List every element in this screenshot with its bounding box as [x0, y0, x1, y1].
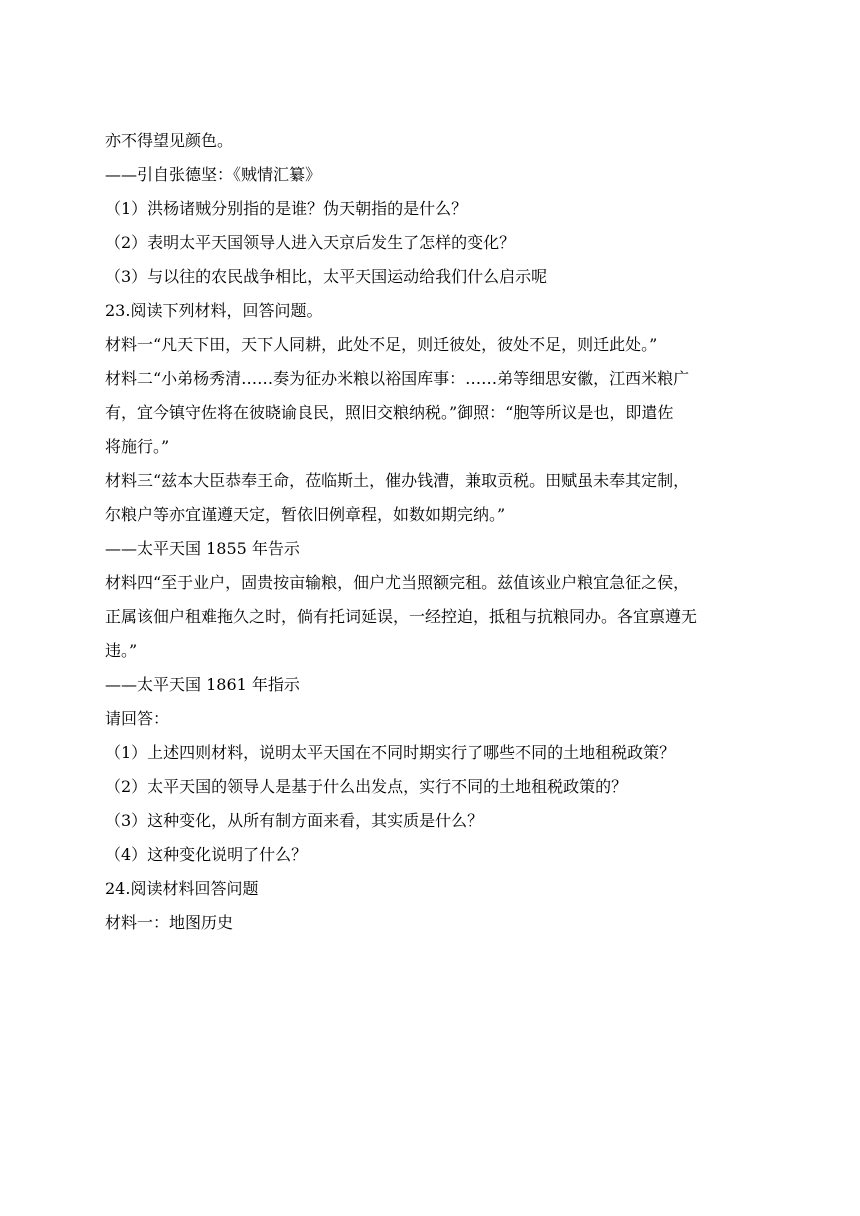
document-body	[105, 129, 765, 945]
question-line: （4）这种变化说明了什么？	[105, 845, 308, 864]
question-line: （1）洪杨诸贼分别指的是谁？伪天朝指的是什么？	[105, 199, 468, 218]
material-line: 尔粮户等亦宜谨遵天定，暂依旧例章程，如数如期完纳。”	[105, 505, 506, 524]
material-line: 有，宜今镇守佐将在彼晓谕良民，照旧交粮纳税。”御照：“胞等所议是也，即遣佐	[105, 403, 674, 422]
material-line: 材料一“凡天下田，天下人同耕，此处不足，则迁彼处，彼处不足，则迁此处。”	[105, 335, 658, 354]
material-line: 材料二“小弟杨秀清……奏为征办米粮以裕国库事：……弟等细思安徽，江西米粮广	[105, 369, 690, 388]
question-line: （3）与以往的农民战争相比，太平天国运动给我们什么启示呢	[105, 267, 548, 286]
text-line: 亦不得望见颜色。	[105, 131, 234, 150]
citation-line: ——引自张德坚：《贼情汇纂》	[105, 165, 322, 184]
question-line: （2）表明太平天国领导人进入天京后发生了怎样的变化？	[105, 233, 516, 252]
prompt-line: 请回答：	[105, 709, 170, 728]
citation-line: ——太平天国 1861 年指示	[105, 675, 300, 694]
material-line: 将施行。”	[105, 437, 170, 456]
material-line: 材料一：地图历史	[105, 913, 234, 932]
material-line: 材料三“兹本大臣恭奉王命，莅临斯土，催办钱漕，兼取贡税。田赋虽未奉其定制，	[105, 471, 690, 490]
question-line: （3）这种变化，从所有制方面来看，其实质是什么？	[105, 811, 484, 830]
section-heading: 23.阅读下列材料，回答问题。	[105, 301, 323, 320]
question-line: （1）上述四则材料，说明太平天国在不同时期实行了哪些不同的土地租税政策？	[105, 743, 676, 762]
material-line: 违。”	[105, 641, 138, 660]
citation-line: ——太平天国 1855 年告示	[105, 539, 300, 558]
section-heading: 24.阅读材料回答问题	[105, 879, 259, 898]
question-line: （2）太平天国的领导人是基于什么出发点，实行不同的土地租税政策的？	[105, 777, 628, 796]
material-line: 正属该佃户租难拖久之时，倘有托词延误，一经控迫，抵租与抗粮同办。各宜禀遵无	[105, 607, 698, 626]
material-line: 材料四“至于业户，固贵按亩输粮，佃户尤当照额完租。兹值该业户粮宜急征之侯，	[105, 573, 690, 592]
